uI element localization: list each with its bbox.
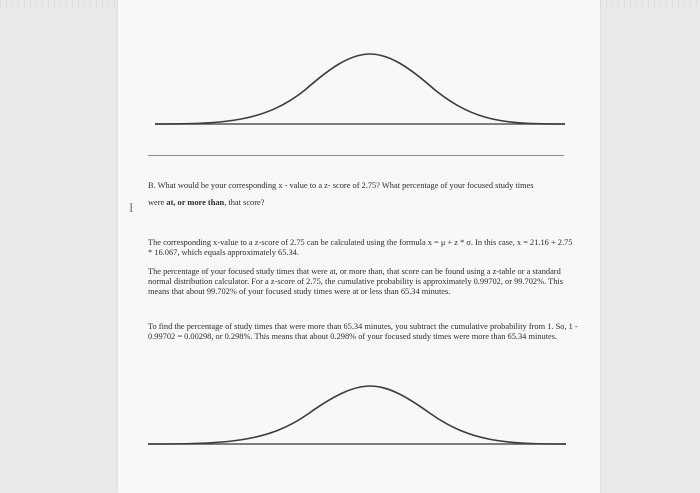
- normal-curve-top: [155, 40, 565, 135]
- text-cursor-icon: I: [129, 200, 134, 215]
- question-line-2: were at, or more than, that score?: [148, 198, 265, 208]
- answer-paragraph-2: The percentage of your focused study times that were at, or more than, that score can be found using a z-table or a standard normal distribution calculator. For a z-score of 2.75, the cumulative probability is approximately 0.99702, or 99.702%. This means that about 99.702% of your focused study times were at or less than 65.34 minutes.: [148, 267, 564, 297]
- question-text: [148, 181, 578, 208]
- curve-top-line: [155, 54, 565, 124]
- normal-curve-bottom: [148, 378, 566, 458]
- question-line-1: B. What would be your corresponding x - value to a z- score of 2.75? What percentage of your focused study times: [148, 181, 534, 190]
- curve-bottom-line: [148, 386, 566, 444]
- question-emphasis: at, or more than: [166, 198, 225, 208]
- answer-paragraph-3: To find the percentage of study times that were more than 65.34 minutes, you subtract the cumulative probability from 1. So, 1 - 0.99702 = 0.00298, or 0.298%. This means that about 0.298% of your focused study times were more than 65.34 minutes.: [148, 322, 578, 342]
- section-divider: [148, 155, 564, 156]
- answer-paragraph-1: The corresponding x-value to a z-score of 2.75 can be calculated using the formula x = μ + z * σ. In this case, x = 21.16 + 2.75 * 16.067, which equals approximately 65.34.: [148, 238, 573, 258]
